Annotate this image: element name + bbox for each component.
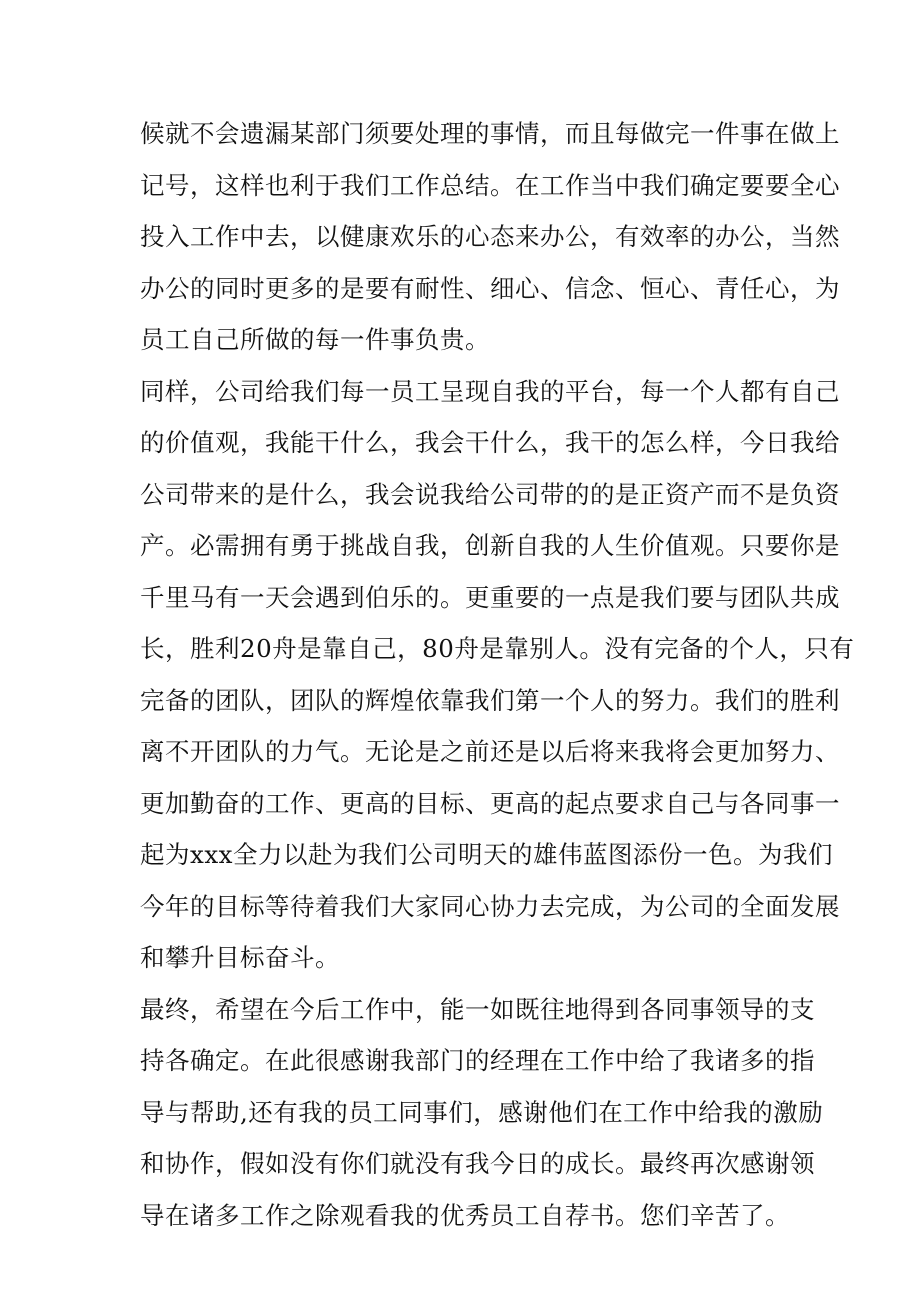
text-line: 今年的目标等待着我们大家同心协力去完成，为公司的全面发展: [140, 891, 840, 921]
text-line: 和协作，假如没有你们就没有我今日的成长。最终再次感谢领: [140, 1149, 815, 1178]
text-line: 导在诸多工作之除观看我的优秀员工自荐书。您们辛苦了。: [140, 1200, 790, 1230]
text-line: 千里马有一天会遇到伯乐的。更重要的一点是我们要与团队共成: [140, 582, 840, 612]
text-line: 公司带来的是什么，我会说我给公司带的的是正资产而不是负资: [140, 479, 840, 509]
text-line: 投入工作中去，以健康欢乐的心态来办公，有效率的办公，当然: [140, 222, 840, 251]
text-line: 离不开团队的力气。无论是之前还是以后将来我将会更加努力、: [140, 737, 840, 766]
text-line: 候就不会遗漏某部门须要处理的事情，而且每做完一件事在做上: [140, 119, 840, 148]
text-line: 最终，希望在今后工作中，能一如既往地得到各同事领导的支: [140, 994, 815, 1024]
text-line: 办公的同时更多的是要有耐性、细心、信念、恒心、青任心，为: [140, 273, 840, 303]
text-line: 和攀升目标奋斗。: [140, 943, 340, 972]
text-line: 持各确定。在此很感谢我部门的经理在工作中给了我诸多的指: [140, 1046, 815, 1075]
text-line: 起为xxx全力以赴为我们公司明天的雄伟蓝图添份一色。为我们: [140, 840, 833, 869]
text-line: 导与帮助,还有我的员工同事们，感谢他们在工作中给我的激励: [140, 1097, 824, 1127]
text-line: 同样，公司给我们每一员工呈现自我的平台，每一个人都有自己: [140, 376, 840, 406]
text-line: 产。必需拥有勇于挑战自我，创新自我的人生价值观。只要你是: [140, 531, 840, 560]
text-line: 的价值观，我能干什么，我会干什么，我干的怎么样，今日我给: [140, 428, 840, 457]
text-line: 完备的团队，团队的辉煌依靠我们第一个人的努力。我们的胜利: [140, 685, 840, 715]
text-line: 记号，这样也利于我们工作总结。在工作当中我们确定要要全心: [140, 170, 840, 200]
text-line: 员工自己所做的每一件事负贵。: [140, 325, 490, 354]
text-line: 长，胜利20舟是靠自己，80舟是靠别人。没有完备的个人，只有: [140, 634, 855, 663]
document-body: [140, 108, 855, 1241]
text-line: 更加勤奋的工作、更高的目标、更高的起点要求自己与各同事一: [140, 788, 840, 818]
